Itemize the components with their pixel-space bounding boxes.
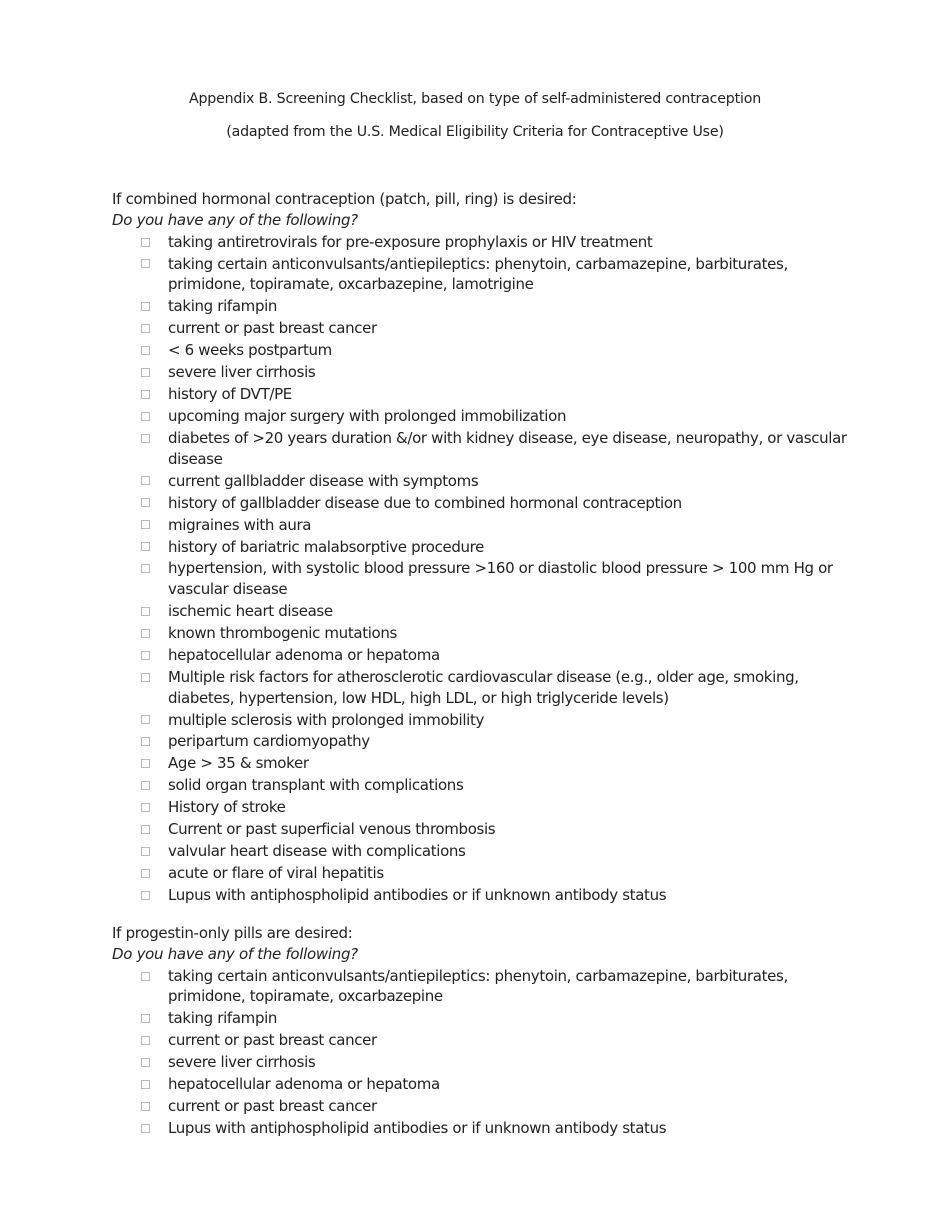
checklist-item [112, 514, 852, 536]
checkbox[interactable] [141, 651, 150, 660]
checklist-item-label: ischemic heart disease [168, 602, 333, 621]
checkbox[interactable] [141, 259, 150, 268]
checklist-item-label: current gallbladder disease with symptoms [168, 471, 479, 490]
checklist-item [112, 231, 852, 253]
checkbox[interactable] [141, 302, 150, 311]
checklist-item [112, 885, 852, 907]
checkbox[interactable] [141, 346, 150, 355]
checklist-item [112, 558, 852, 601]
checkbox[interactable] [141, 847, 150, 856]
checklist-item [112, 1095, 852, 1117]
checklist-item [112, 339, 852, 361]
checklist-item-label: diabetes of >20 years duration &/or with kidney disease, eye disease, neuropathy, or vascular disease [168, 429, 847, 468]
checklist-item [112, 492, 852, 514]
checklist-item-label: history of gallbladder disease due to combined hormonal contraception [168, 493, 682, 512]
checklist-item [112, 666, 852, 709]
checklist-item [112, 253, 852, 296]
checkbox[interactable] [141, 737, 150, 746]
checklist-item [112, 1117, 852, 1139]
checklist-item [112, 427, 852, 470]
section-question: Do you have any of the following? [112, 211, 358, 229]
checkbox[interactable] [141, 629, 150, 638]
checklist-item [112, 1030, 852, 1052]
checklist-item-label: current or past breast cancer [168, 1097, 377, 1116]
checkbox[interactable] [141, 972, 150, 981]
checkbox[interactable] [141, 368, 150, 377]
checkbox[interactable] [141, 498, 150, 507]
checklist-item [112, 753, 852, 775]
checklist-item-label: peripartum cardiomyopathy [168, 732, 370, 751]
checklist-item [112, 1073, 852, 1095]
checklist-item-label: severe liver cirrhosis [168, 1053, 316, 1072]
checkbox[interactable] [141, 715, 150, 724]
checkbox[interactable] [141, 1080, 150, 1089]
checklist-item-label: hepatocellular adenoma or hepatoma [168, 645, 440, 664]
appendix-subtitle: (adapted from the U.S. Medical Eligibility Criteria for Contraceptive Use) [226, 124, 724, 140]
checklist-item-label: acute or flare of viral hepatitis [168, 864, 384, 883]
checklist-item [112, 318, 852, 340]
checkbox[interactable] [141, 1014, 150, 1023]
checklist-item [112, 405, 852, 427]
checklist-item [112, 361, 852, 383]
checkbox[interactable] [141, 825, 150, 834]
checkbox[interactable] [141, 1124, 150, 1133]
checklist [112, 231, 852, 907]
checkbox[interactable] [141, 238, 150, 247]
checklist-item [112, 775, 852, 797]
checkbox[interactable] [141, 542, 150, 551]
appendix-title: Appendix B. Screening Checklist, based on type of self-administered contraception [189, 91, 761, 107]
checklist-item-label: History of stroke [168, 798, 286, 817]
checklist-item-label: hepatocellular adenoma or hepatoma [168, 1075, 440, 1094]
checklist-item [112, 1008, 852, 1030]
checklist-item [112, 709, 852, 731]
checklist-item [112, 841, 852, 863]
checklist-item-label: valvular heart disease with complications [168, 842, 466, 861]
checkbox[interactable] [141, 673, 150, 682]
checklist-item-label: taking antiretrovirals for pre-exposure prophylaxis or HIV treatment [168, 232, 653, 251]
checkbox[interactable] [141, 891, 150, 900]
checklist-item-label: Lupus with antiphospholipid antibodies or if unknown antibody status [168, 886, 667, 905]
checklist-item [112, 383, 852, 405]
checkbox[interactable] [141, 759, 150, 768]
checkbox[interactable] [141, 781, 150, 790]
progestin-only-section [112, 923, 852, 1139]
checklist-item-label: current or past breast cancer [168, 1031, 377, 1050]
checklist-item-label: history of bariatric malabsorptive procedure [168, 537, 485, 556]
section-intro: If combined hormonal contraception (patch, pill, ring) is desired: [112, 190, 577, 208]
checkbox[interactable] [141, 1036, 150, 1045]
checkbox[interactable] [141, 520, 150, 529]
checklist-item-label: current or past breast cancer [168, 319, 377, 338]
checklist-item-label: upcoming major surgery with prolonged immobilization [168, 407, 567, 426]
checklist-item [112, 863, 852, 885]
checklist-item-label: hypertension, with systolic blood pressure >160 or diastolic blood pressure > 100 mm Hg or vascular disease [168, 559, 833, 599]
checklist-item-label: taking certain anticonvulsants/antiepileptics: phenytoin, carbamazepine, barbiturates, primidone, topiramate, oxcarbazepine [168, 966, 788, 1006]
checkbox[interactable] [141, 412, 150, 421]
checklist-item [112, 600, 852, 622]
checklist-item-label: taking certain anticonvulsants/antiepileptics: phenytoin, carbamazepine, barbiturates, primidone, topiramate, oxcarbazepine, lamotrigine [168, 254, 788, 294]
checkbox[interactable] [141, 476, 150, 485]
checklist-item-label: migraines with aura [168, 515, 312, 534]
checklist-item-label: multiple sclerosis with prolonged immobility [168, 710, 485, 729]
checkbox[interactable] [141, 869, 150, 878]
checklist-item-label: Lupus with antiphospholipid antibodies or if unknown antibody status [168, 1119, 667, 1138]
section-intro: If progestin-only pills are desired: [112, 924, 353, 942]
checklist-item [112, 731, 852, 753]
checkbox[interactable] [141, 434, 150, 443]
checklist-item [112, 470, 852, 492]
checklist-item [112, 819, 852, 841]
checklist-item-label: < 6 weeks postpartum [168, 341, 332, 360]
checklist-item [112, 797, 852, 819]
checklist-item [112, 622, 852, 644]
checkbox[interactable] [141, 324, 150, 333]
checkbox[interactable] [141, 607, 150, 616]
checklist-item-label: history of DVT/PE [168, 385, 292, 404]
checkbox[interactable] [141, 1058, 150, 1067]
checklist-item [112, 965, 852, 1008]
checklist-item-label: taking rifampin [168, 1009, 278, 1028]
checkbox[interactable] [141, 564, 150, 573]
checklist-item-label: taking rifampin [168, 297, 278, 316]
checklist-item [112, 644, 852, 666]
checkbox[interactable] [141, 1102, 150, 1111]
checklist-item-label: Age > 35 & smoker [168, 754, 309, 773]
checklist-item-label: known thrombogenic mutations [168, 624, 398, 642]
section-question: Do you have any of the following? [112, 945, 358, 963]
checkbox[interactable] [141, 390, 150, 399]
checklist-item [112, 296, 852, 318]
checklist-item-label: severe liver cirrhosis [168, 363, 316, 382]
checklist-item-label: Multiple risk factors for atherosclerotic cardiovascular disease (e.g., older age, smoking, diabetes, hypertension, low HDL, high LDL, or high triglyceride levels) [168, 667, 799, 707]
checkbox[interactable] [141, 803, 150, 812]
checklist-item [112, 1052, 852, 1074]
checklist [112, 965, 852, 1139]
checklist-item-label: solid organ transplant with complications [168, 776, 464, 795]
checklist-item [112, 536, 852, 558]
combined-hormonal-section [112, 189, 852, 907]
checklist-item-label: Current or past superficial venous thrombosis [168, 820, 496, 839]
